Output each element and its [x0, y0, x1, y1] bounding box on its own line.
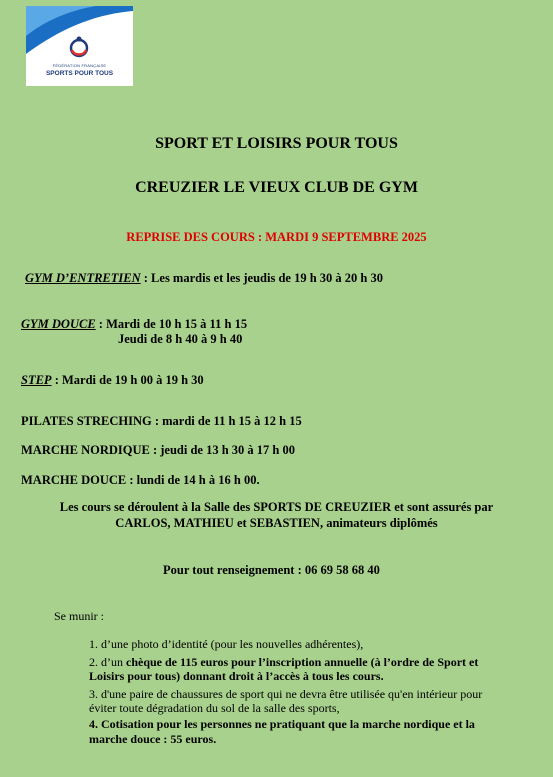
logo-federation-text: FÉDÉRATION FRANÇAISE: [52, 63, 107, 68]
gym-douce-line: [21, 317, 247, 332]
list-item-2-prefix: 2. d’un: [89, 655, 126, 669]
list-item-1: 1. d’une photo d’identité (pour les nouvelles adhérentes),: [89, 637, 364, 651]
club-title: CREUZIER LE VIEUX CLUB DE GYM: [135, 179, 418, 196]
logo-sports-text: SPORTS POUR TOUS: [45, 70, 114, 77]
gym-entretien-line: [25, 271, 383, 286]
contact-line: Pour tout renseignement : 06 69 58 68 40: [163, 563, 380, 577]
gym-entretien-label: GYM D’ENTRETIEN: [25, 271, 141, 285]
list-item-2-cont: Loisirs pour tous) donnant droit à l’accès à tous les cours.: [89, 669, 384, 683]
info-line2: CARLOS, MATHIEU et SEBASTIEN, animateurs diplômés: [115, 516, 438, 530]
gym-douce-line2: Jeudi de 8 h 40 à 9 h 40: [118, 332, 243, 346]
gym-entretien-text: : Les mardis et les jeudis de 19 h 30 à 20 h 30: [140, 271, 384, 285]
pilates-line: PILATES STRECHING : mardi de 11 h 15 à 12 h 15: [21, 414, 302, 428]
marche-douce-line: MARCHE DOUCE : lundi de 14 h à 16 h 00.: [21, 473, 260, 487]
list-item-3: 3. d'une paire de chaussures de sport qui ne devra être utilisée qu'en intérieur pour: [89, 687, 483, 701]
se-munir-label: Se munir :: [54, 609, 104, 623]
step-text: : Mardi de 19 h 00 à 19 h 30: [51, 373, 204, 387]
federation-logo: [26, 6, 133, 86]
reprise-announcement: REPRISE DES COURS : MARDI 9 SEPTEMBRE 2025: [126, 230, 427, 244]
list-item-3-cont: éviter toute dégradation du sol de la salle des sports,: [89, 701, 340, 715]
list-item-4: 4. Cotisation pour les personnes ne pratiquant que la marche nordique et la: [89, 717, 475, 731]
info-line1: Les cours se déroulent à la Salle des SPORTS DE CREUZIER et sont assurés par: [59, 500, 494, 514]
marche-nordique-line: MARCHE NORDIQUE : jeudi de 13 h 30 à 17 h 00: [21, 443, 295, 457]
gym-douce-label: GYM DOUCE: [21, 317, 96, 331]
step-line: [21, 373, 204, 388]
gym-douce-text: : Mardi de 10 h 15 à 11 h 15: [95, 317, 248, 331]
list-item-4-cont: marche douce : 55 euros.: [89, 732, 217, 746]
main-title: SPORT ET LOISIRS POUR TOUS: [155, 135, 398, 152]
list-item-2-bold: chèque de 115 euros pour l’inscription annuelle (à l’ordre de Sport et: [126, 655, 479, 669]
list-item-2: [89, 655, 478, 669]
step-label: STEP: [21, 373, 52, 387]
